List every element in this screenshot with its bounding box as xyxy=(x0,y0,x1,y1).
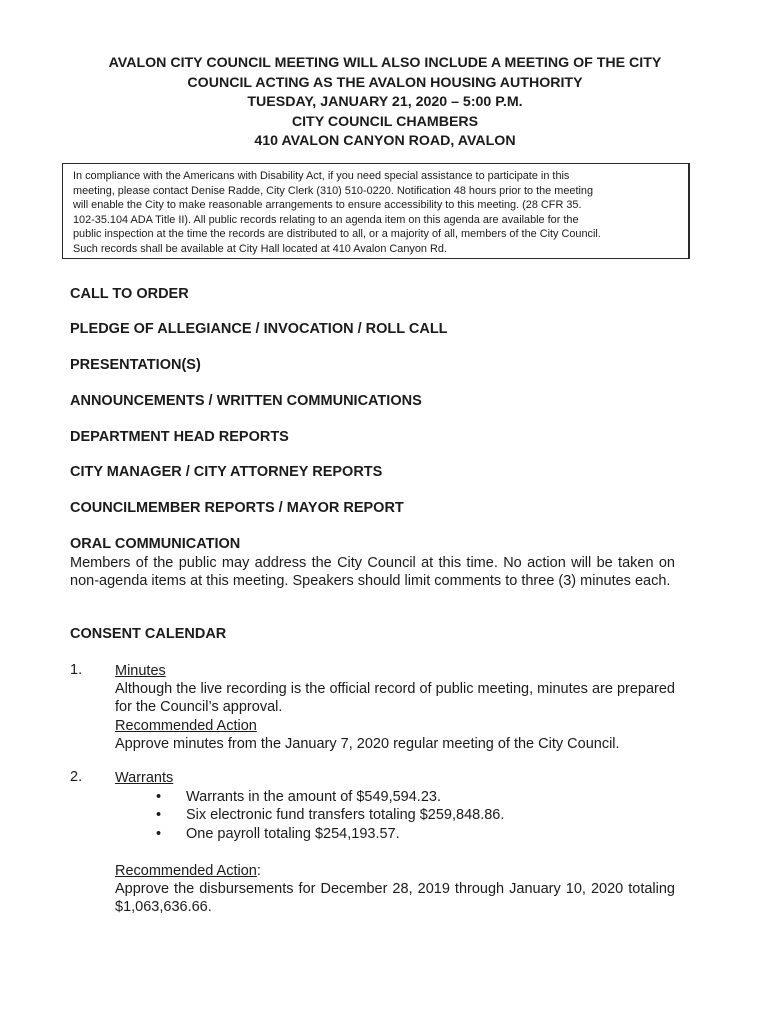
notice-line: meeting, please contact Denise Radde, City Clerk (310) 510-0220. Notification 48 hours prior to the meeting xyxy=(73,184,594,197)
section-oral-communication: ORAL COMMUNICATION xyxy=(70,536,241,552)
section-presentations: PRESENTATION(S) xyxy=(70,357,201,373)
header-line-1: AVALON CITY COUNCIL MEETING WILL ALSO INCLUDE A MEETING OF THE CITY xyxy=(108,55,662,71)
bullet-icon: • xyxy=(156,807,162,824)
ada-notice-box xyxy=(62,163,690,259)
section-call-to-order: CALL TO ORDER xyxy=(70,286,189,302)
list-item xyxy=(156,825,504,843)
notice-line: will enable the City to make reasonable arrangements to ensure accessibility to this meeting. (28 CFR 35. xyxy=(73,199,582,212)
section-consent-calendar: CONSENT CALENDAR xyxy=(70,626,227,642)
consent-item-warrants xyxy=(115,769,675,787)
recommended-action-heading xyxy=(115,862,675,880)
section-announcements: ANNOUNCEMENTS / WRITTEN COMMUNICATIONS xyxy=(70,393,422,409)
list-item-text: One payroll totaling $254,193.57. xyxy=(186,825,400,842)
item-description: Although the live recording is the official record of public meeting, minutes are prepared for the Council’s approval. xyxy=(115,681,675,716)
recommended-action-text: Approve the disbursements for December 28, 2019 through January 10, 2020 totaling $1,063,636.66. xyxy=(115,881,675,916)
item-title: Minutes xyxy=(115,663,166,679)
item-number: 1. xyxy=(70,662,83,678)
header-line-2: COUNCIL ACTING AS THE AVALON HOUSING AUTHORITY xyxy=(187,74,583,91)
header-date: TUESDAY, JANUARY 21, 2020 – 5:00 P.M. xyxy=(247,94,523,110)
notice-line: 102-35.104 ADA Title II). All public records relating to an agenda item on this agenda are available for the xyxy=(73,213,579,226)
header-address: 410 AVALON CANYON ROAD, AVALON xyxy=(254,133,516,149)
recommended-action-label: Recommended Action xyxy=(115,717,257,734)
warrants-list xyxy=(156,788,504,843)
notice-line: In compliance with the Americans with Disability Act, if you need special assistance to participate in this xyxy=(73,170,570,182)
oral-communication-text: Members of the public may address the City Council at this time. No action will be taken on non-agenda items at this meeting. Speakers should limit comments to three (3) minutes each. xyxy=(70,555,675,589)
notice-line: Such records shall be available at City Hall located at 410 Avalon Canyon Rd. xyxy=(73,242,447,255)
list-item xyxy=(156,788,504,806)
list-item-text: Six electronic fund transfers totaling $259,848.86. xyxy=(186,807,505,824)
notice-line: public inspection at the time the records are distributed to all, or a majority of all, members of the City Council. xyxy=(73,228,601,241)
item-title: Warrants xyxy=(115,770,174,786)
recommended-action-colon: : xyxy=(256,863,261,879)
recommended-action-label: Recommended Action xyxy=(115,863,257,879)
warrants-recommended-action xyxy=(115,862,675,917)
bullet-icon: • xyxy=(156,825,162,842)
section-department-head: DEPARTMENT HEAD REPORTS xyxy=(70,429,289,445)
item-number: 2. xyxy=(70,769,83,785)
header-location: CITY COUNCIL CHAMBERS xyxy=(291,113,479,130)
section-city-manager: CITY MANAGER / CITY ATTORNEY REPORTS xyxy=(70,464,383,480)
section-councilmember: COUNCILMEMBER REPORTS / MAYOR REPORT xyxy=(70,500,404,516)
bullet-icon: • xyxy=(156,789,162,805)
recommended-action-text: Approve minutes from the January 7, 2020 regular meeting of the City Council. xyxy=(115,735,620,752)
consent-item-minutes xyxy=(115,662,675,753)
section-pledge: PLEDGE OF ALLEGIANCE / INVOCATION / ROLL CALL xyxy=(70,321,448,337)
list-item xyxy=(156,806,504,824)
list-item-text: Warrants in the amount of $549,594.23. xyxy=(186,789,441,805)
meeting-header xyxy=(40,54,730,152)
